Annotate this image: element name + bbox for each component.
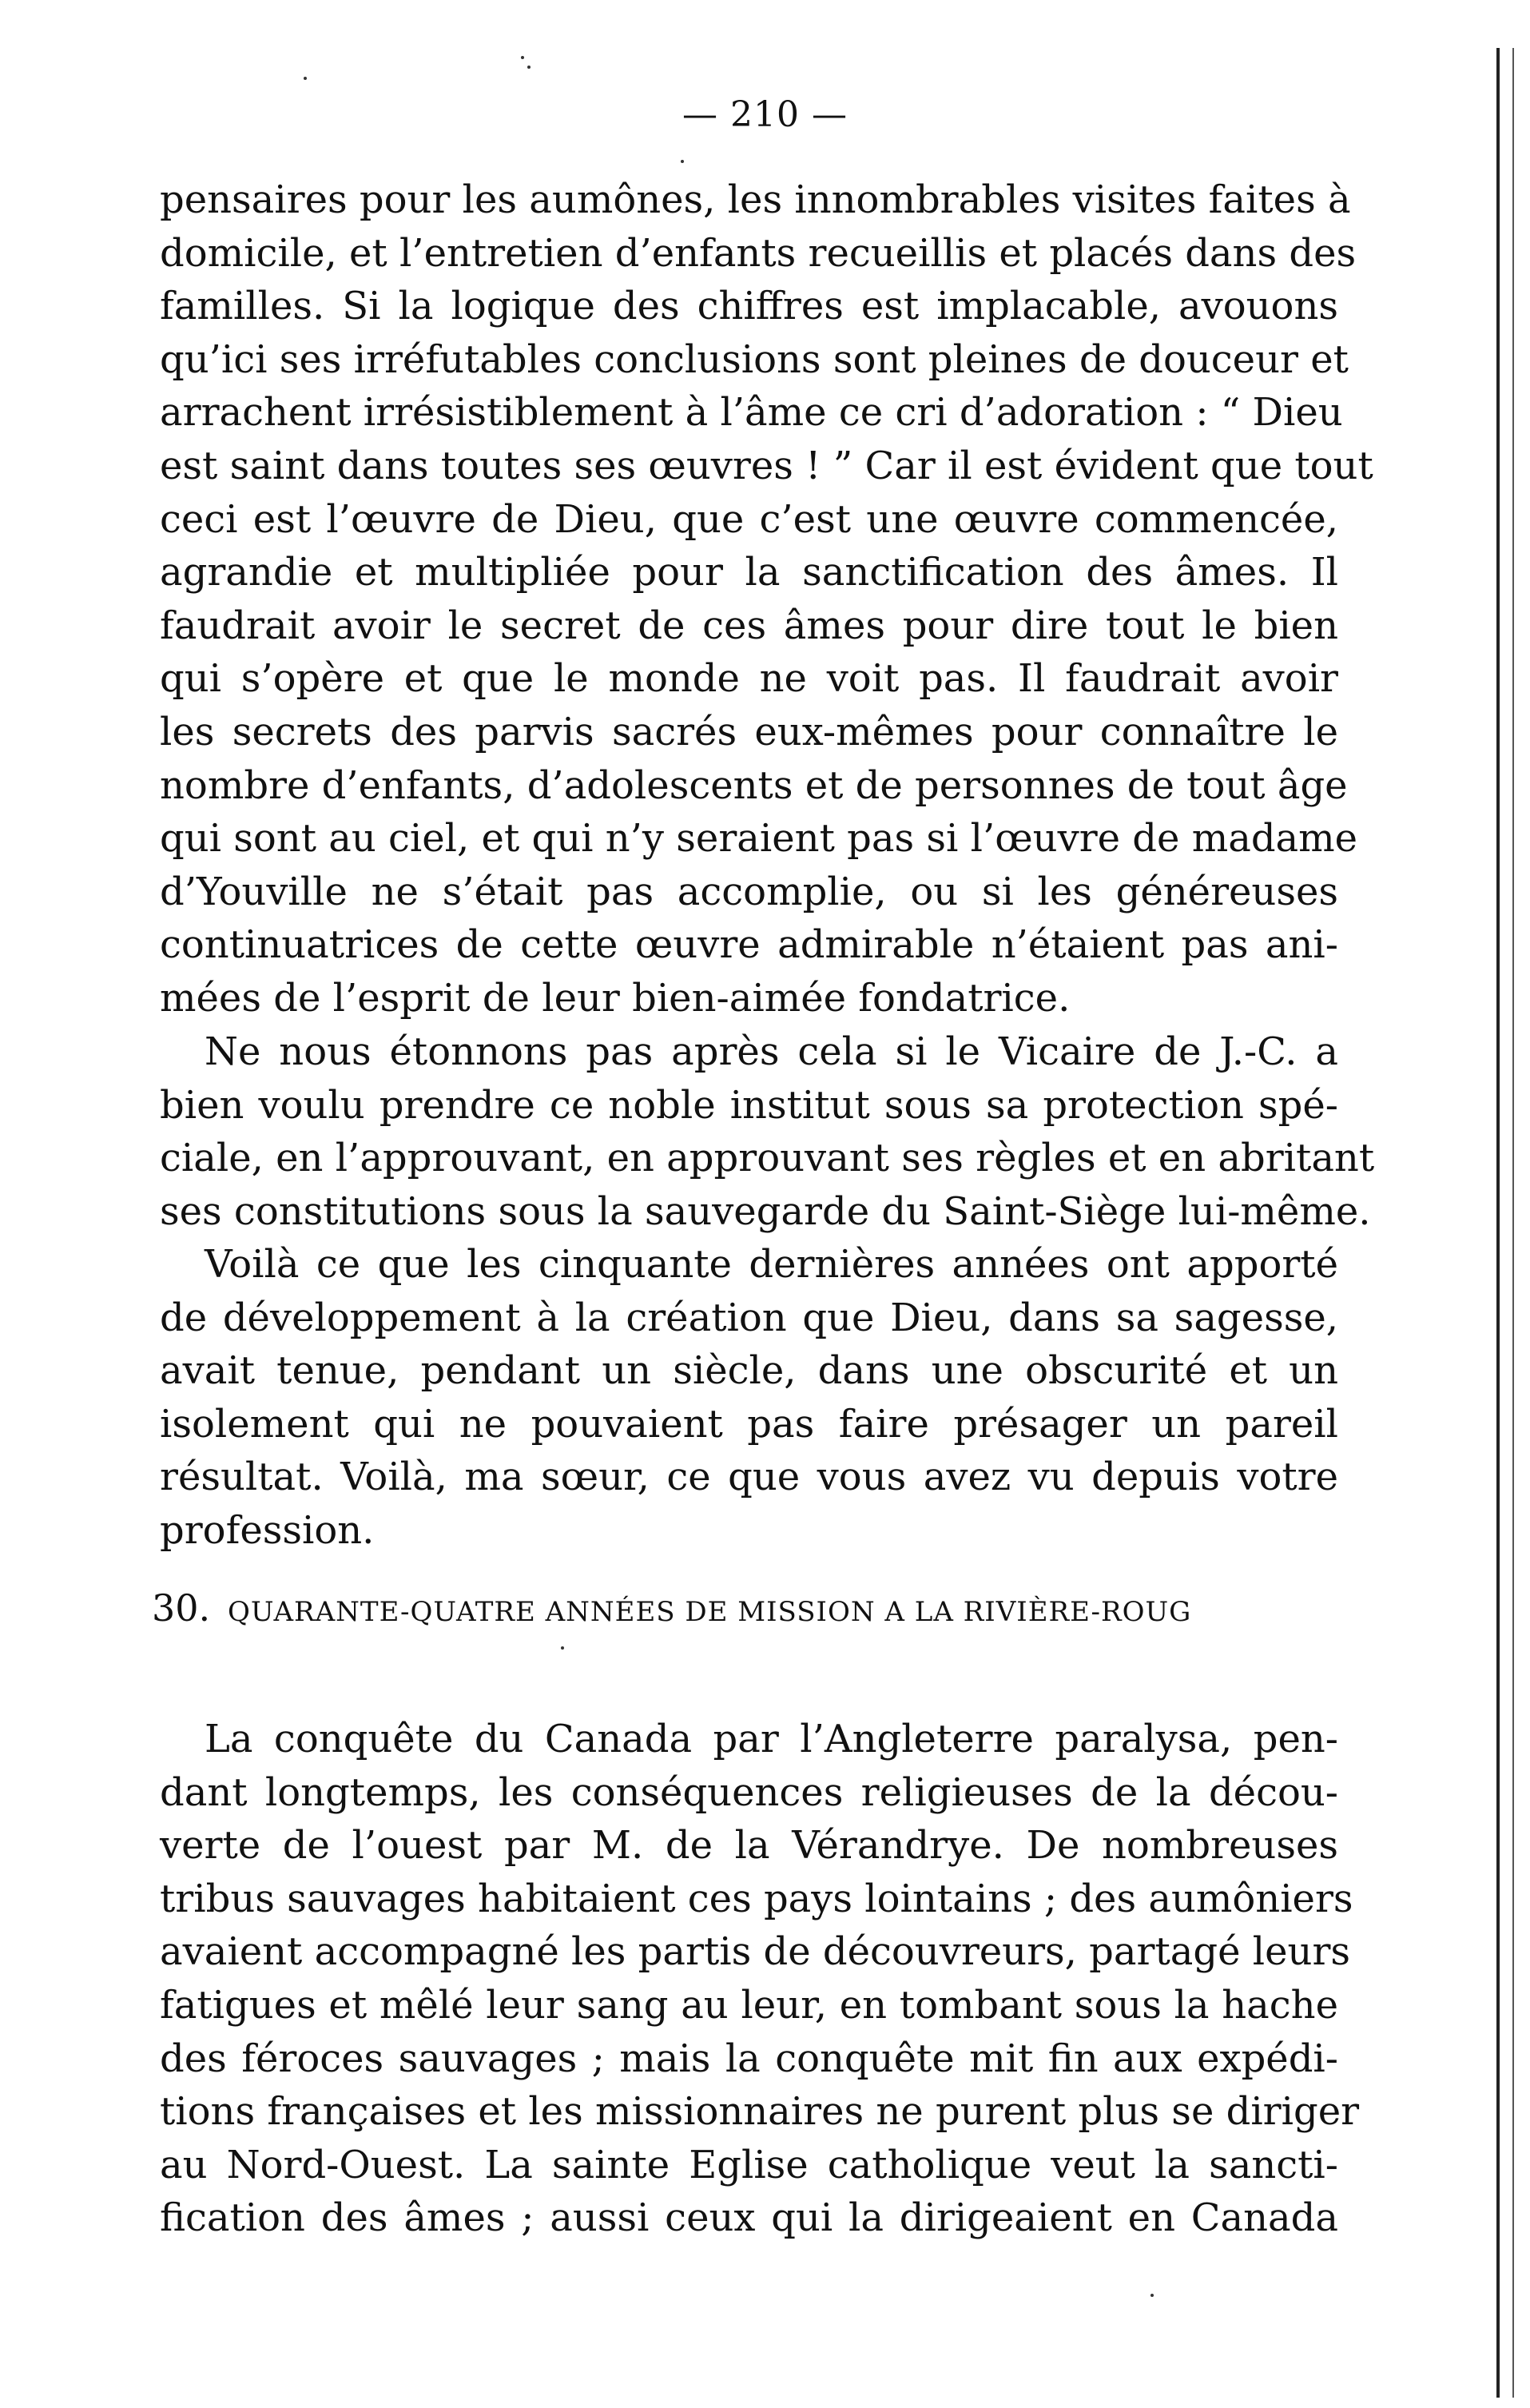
text-line: tions françaises et les missionnaires ne purent plus se diriger [160,2089,1360,2135]
text-line: tribus sauvages habitaient ces pays lointains ; des aumôniers [160,1876,1353,1921]
text-line: ses constitutions sous la sauvegarde du Saint-Siège lui-même. [160,1188,1371,1234]
scan-speck [561,1646,564,1650]
text-line: familles. Si la logique des chiffres est implacable, avouons [160,284,1338,329]
text-line: des féroces sauvages ; mais la conquête mit fin aux expédi- [160,2036,1338,2081]
text-line: Ne nous étonnons pas après cela si le Vicaire de J.-C. a [205,1029,1338,1074]
text-line: dant longtemps, les conséquences religieuses de la décou- [160,1769,1338,1815]
text-line: bien voulu prendre ce noble institut sous sa protection spé- [160,1082,1338,1128]
text-line: au Nord-Ouest. La sainte Eglise catholique veut la sancti- [160,2142,1338,2187]
text-line: continuatrices de cette œuvre admirable n’étaient pas ani- [160,922,1338,968]
page-number: — 210 — [682,94,848,135]
text-line: d’Youville ne s’était pas accomplie, ou si les généreuses [160,869,1338,914]
text-line: est saint dans toutes ses œuvres ! ” Car il est évident que tout [160,443,1373,488]
scan-speck [527,66,531,69]
paragraph-conquete [160,1713,1360,2245]
text-line: avaient accompagné les partis de découvreurs, partagé leurs [160,1929,1351,1975]
text-line: isolement qui ne pouvaient pas faire présager un pareil [160,1401,1338,1447]
text-line: La conquête du Canada par l’Angleterre paralysa, pen- [205,1717,1338,1761]
text-line: domicile, et l’entretien d’enfants recueillis et placés dans des [160,230,1357,276]
binding-edge-line [1496,48,1500,2398]
section-number: 30. [152,1586,211,1630]
binding-edge-line [1512,48,1514,2398]
text-line: profession. [160,1507,375,1553]
text-line: faudrait avoir le secret de ces âmes pour dire tout le bien [160,603,1338,648]
section-heading [152,1586,1342,1630]
text-line: arrachent irrésistiblement à l’âme ce cri d’adoration : “ Dieu [160,390,1343,436]
text-line: fatigues et mêlé leur sang au leur, en tombant sous la hache [160,1982,1338,2028]
scan-speck [304,77,307,80]
text-line: agrandie et multipliée pour la sanctification des âmes. Il [160,550,1338,595]
text-line: mées de l’esprit de leur bien-aimée fondatrice. [160,975,1071,1021]
paragraph-vicaire [160,1025,1375,1238]
text-line: verte de l’ouest par M. de la Vérandrye. De nombreuses [160,1823,1338,1869]
paragraph-continuation [160,173,1373,1025]
text-line: les secrets des parvis sacrés eux-mêmes pour connaître le [160,709,1338,754]
paragraph-voila [160,1238,1338,1558]
text-line: nombre d’enfants, d’adolescents et de personnes de tout âge [160,762,1348,808]
text-line: qui s’opère et que le monde ne voit pas. Il faudrait avoir [160,656,1338,702]
text-line: avait tenue, pendant un siècle, dans une obscurité et un [160,1348,1338,1394]
scan-speck [681,160,684,163]
text-line: pensaires pour les aumônes, les innombrables visites faites à [160,177,1351,222]
text-line: Voilà ce que les cinquante dernières années ont apporté [205,1242,1338,1287]
scan-speck [521,56,524,59]
text-line: ciale, en l’approuvant, en approuvant ses règles et en abritant [160,1136,1375,1181]
text-line: résultat. Voilà, ma sœur, ce que vous avez vu depuis votre [160,1455,1338,1500]
text-line: qu’ici ses irréfutables conclusions sont pleines de douceur et [160,336,1349,382]
section-title: QUARANTE-QUATRE ANNÉES DE MISSION A LA RIVIÈRE-ROUG [227,1596,1192,1628]
text-line: de développement à la création que Dieu, dans sa sagesse, [160,1295,1338,1340]
scan-speck [1150,2294,1154,2297]
text-line: qui sont au ciel, et qui n’y seraient pas si l’œuvre de madame [160,816,1358,862]
text-line: fication des âmes ; aussi ceux qui la dirigeaient en Canada [160,2195,1338,2241]
text-line: ceci est l’œuvre de Dieu, que c’est une œuvre commencée, [160,496,1338,542]
